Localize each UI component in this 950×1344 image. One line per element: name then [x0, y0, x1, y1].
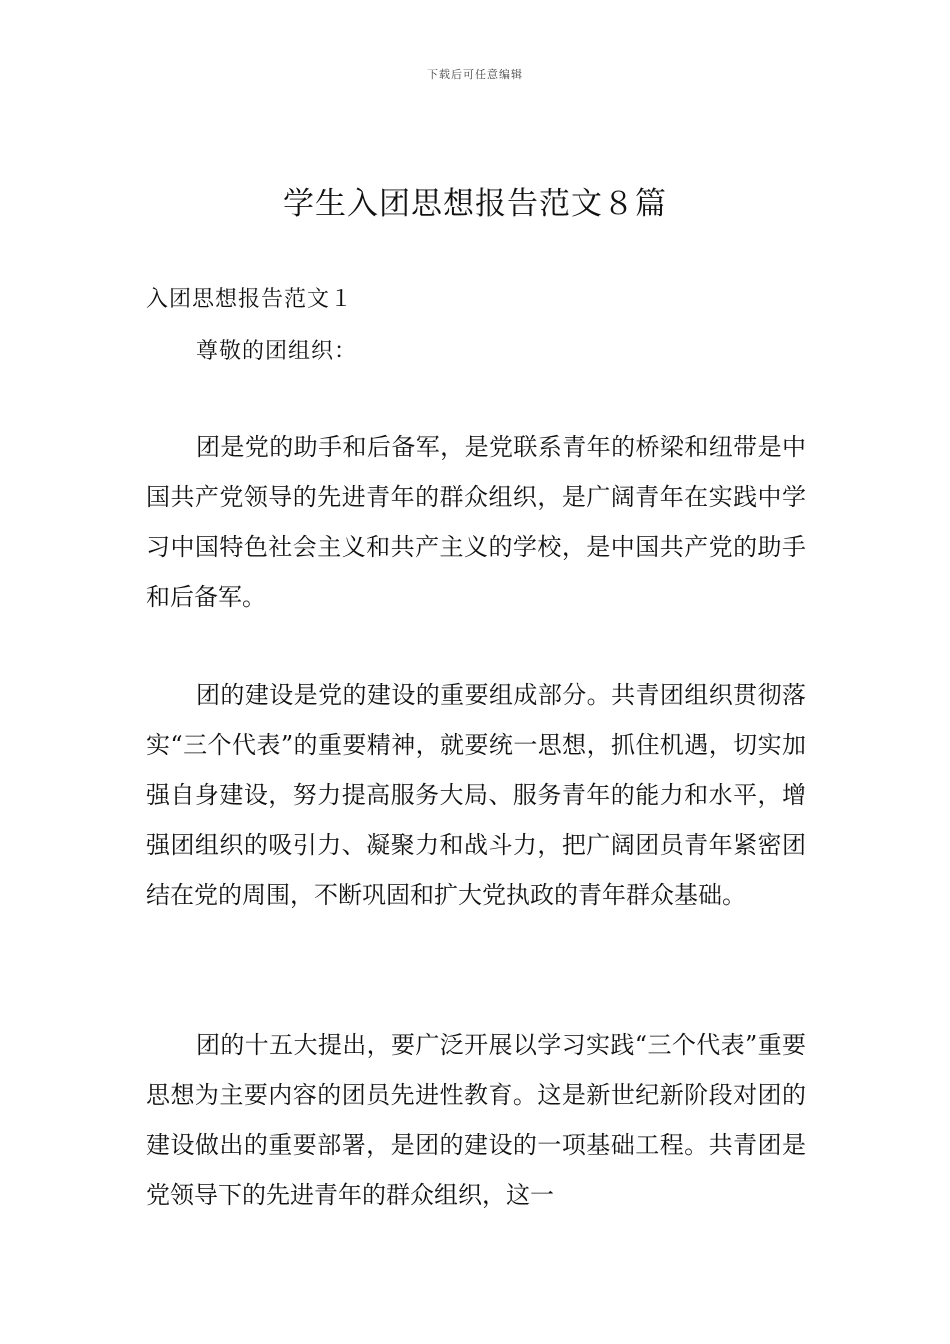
paragraph-block — [146, 422, 806, 622]
paragraph-block — [146, 1020, 806, 1220]
body-paragraph: 团的建设是党的建设的重要组成部分。共青团组织贯彻落实“三个代表”的重要精神，就要统一思想，抓住机遇，切实加强自身建设，努力提高服务大局、服务青年的能力和水平，增强团组织的吸引力、凝聚力和战斗力，把广阔团员青年紧密团结在党的周围，不断巩固和扩大党执政的青年群众基础。 — [146, 681, 806, 909]
body-paragraph: 团的十五大提出，要广泛开展以学习实践“三个代表”重要思想为主要内容的团员先进性教育。这是新世纪新阶段对团的建设做出的重要部署，是团的建设的一项基础工程。共青团是党领导下的先进青年的群众组织，这一 — [146, 1031, 806, 1209]
document-title: 学生入团思想报告范文８篇 — [283, 186, 667, 222]
paragraph-block — [146, 670, 806, 920]
section-heading: 入团思想报告范文１ — [146, 287, 354, 312]
salutation: 尊敬的团组织： — [196, 339, 358, 364]
body-paragraph: 团是党的助手和后备军，是党联系青年的桥梁和纽带是中国共产党领导的先进青年的群众组织，是广阔青年在实践中学习中国特色社会主义和共产主义的学校，是中国共产党的助手和后备军。 — [146, 433, 806, 611]
watermark-header: 下载后可任意编辑 — [427, 68, 523, 81]
